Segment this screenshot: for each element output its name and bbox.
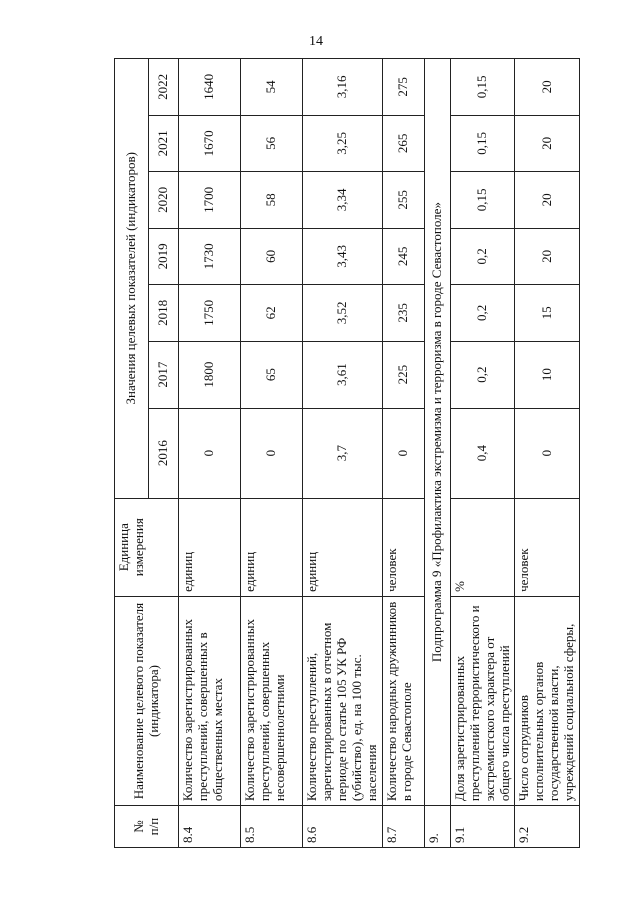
value-cell: 225 xyxy=(382,341,424,408)
value-cell: 3,43 xyxy=(303,228,383,285)
table-row xyxy=(303,59,383,848)
value-cell: 58 xyxy=(241,172,303,229)
unit-cell: единиц xyxy=(179,498,241,596)
indicators-table xyxy=(114,58,580,848)
value-cell: 0 xyxy=(179,408,241,498)
table-row xyxy=(515,59,580,848)
value-cell: 255 xyxy=(382,172,424,229)
unit-cell: человек xyxy=(382,498,424,596)
value-cell: 3,16 xyxy=(303,59,383,116)
table-row xyxy=(241,59,303,848)
value-cell: 1640 xyxy=(179,59,241,116)
header-year: 2020 xyxy=(149,172,179,229)
row-number: 8.7 xyxy=(382,806,424,848)
value-cell: 56 xyxy=(241,115,303,172)
value-cell: 265 xyxy=(382,115,424,172)
value-cell: 0,15 xyxy=(450,115,515,172)
value-cell: 3,61 xyxy=(303,341,383,408)
value-cell: 65 xyxy=(241,341,303,408)
value-cell: 3,25 xyxy=(303,115,383,172)
value-cell: 0 xyxy=(515,408,580,498)
value-cell: 0,15 xyxy=(450,172,515,229)
indicator-name: Количество зарегистрированных преступлений, совершенных несовершеннолетними xyxy=(241,596,303,805)
table-row xyxy=(179,59,241,848)
value-cell: 0 xyxy=(382,408,424,498)
value-cell: 1800 xyxy=(179,341,241,408)
indicator-name: Количество зарегистрированных преступлений, совершенных в общественных местах xyxy=(179,596,241,805)
value-cell: 3,7 xyxy=(303,408,383,498)
indicator-name: Число сотрудников исполнительных органов государственной власти, учреждений социальной сферы, xyxy=(515,596,580,805)
value-cell: 20 xyxy=(515,172,580,229)
value-cell: 10 xyxy=(515,341,580,408)
value-cell: 1700 xyxy=(179,172,241,229)
header-no: № п/п xyxy=(115,806,179,848)
header-year: 2022 xyxy=(149,59,179,116)
header-values: Значения целевых показателей (индикаторов) xyxy=(115,59,149,499)
indicator-name: Количество преступлений, зарегистрированных в отчетном периоде по статье 105 УК РФ (убийство), ед. на 100 тыс. населения xyxy=(303,596,383,805)
row-number: 9.1 xyxy=(450,806,515,848)
value-cell: 1670 xyxy=(179,115,241,172)
indicator-name: Доля зарегистрированных преступлений террористического и экстремистского характера от общего числа преступлений xyxy=(450,596,515,805)
value-cell: 20 xyxy=(515,228,580,285)
unit-cell: человек xyxy=(515,498,580,596)
subprogram-row xyxy=(424,59,450,848)
row-number: 8.6 xyxy=(303,806,383,848)
value-cell: 54 xyxy=(241,59,303,116)
header-year: 2017 xyxy=(149,341,179,408)
header-year: 2016 xyxy=(149,408,179,498)
value-cell: 0,15 xyxy=(450,59,515,116)
value-cell: 235 xyxy=(382,285,424,342)
unit-cell: единиц xyxy=(303,498,383,596)
value-cell: 0,2 xyxy=(450,341,515,408)
value-cell: 3,34 xyxy=(303,172,383,229)
value-cell: 245 xyxy=(382,228,424,285)
unit-cell: % xyxy=(450,498,515,596)
header-year: 2018 xyxy=(149,285,179,342)
value-cell: 0,4 xyxy=(450,408,515,498)
value-cell: 0,2 xyxy=(450,285,515,342)
value-cell: 0,2 xyxy=(450,228,515,285)
indicator-name: Количество народных дружинников в городе Севастополе xyxy=(382,596,424,805)
value-cell: 0 xyxy=(241,408,303,498)
table-row xyxy=(382,59,424,848)
value-cell: 1750 xyxy=(179,285,241,342)
header-year: 2021 xyxy=(149,115,179,172)
value-cell: 15 xyxy=(515,285,580,342)
row-number: 9. xyxy=(424,806,450,848)
value-cell: 20 xyxy=(515,59,580,116)
value-cell: 1730 xyxy=(179,228,241,285)
page-number: 14 xyxy=(309,34,323,49)
value-cell: 62 xyxy=(241,285,303,342)
value-cell: 275 xyxy=(382,59,424,116)
value-cell: 20 xyxy=(515,115,580,172)
header-year: 2019 xyxy=(149,228,179,285)
value-cell: 3,52 xyxy=(303,285,383,342)
table-row xyxy=(450,59,515,848)
row-number: 8.4 xyxy=(179,806,241,848)
indicators-table-container xyxy=(114,58,577,848)
row-number: 9.2 xyxy=(515,806,580,848)
row-number: 8.5 xyxy=(241,806,303,848)
header-unit: Единица измерения xyxy=(115,498,179,596)
unit-cell: единиц xyxy=(241,498,303,596)
subprogram-title: Подпрограмма 9 «Профилактика экстремизма и терроризма в городе Севастополе» xyxy=(424,59,450,806)
header-name: Наименование целевого показателя (индикатора) xyxy=(115,596,179,805)
value-cell: 60 xyxy=(241,228,303,285)
